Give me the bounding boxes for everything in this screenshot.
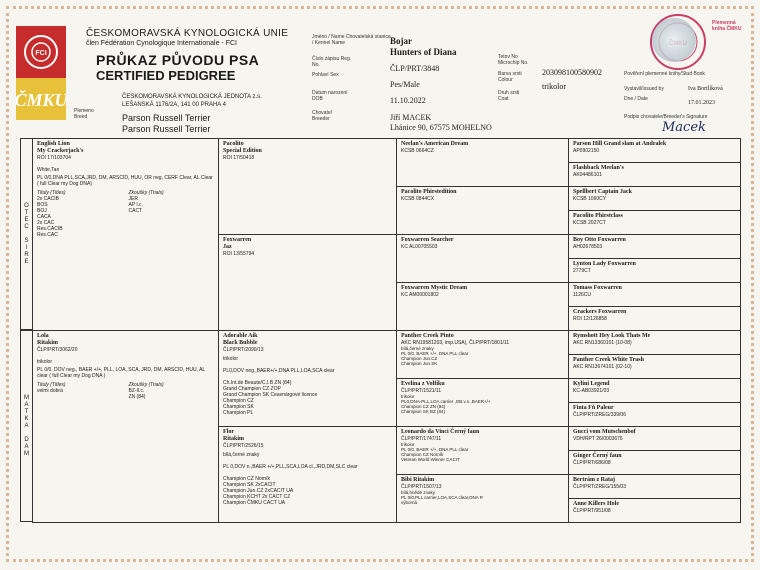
sex-value: Pes/Male xyxy=(390,80,420,89)
gen4-7: Crackers Foxwarren ROI 12/126858 xyxy=(569,307,741,331)
svg-text:ČMKU: ČMKU xyxy=(16,90,66,110)
stamp-text: Plemenná kniha ČMKU xyxy=(712,20,742,32)
microchip-value: 203098100580902 xyxy=(542,68,602,77)
gen1-sire: English Lion My Crackerjack's ROI 17/103704 White,Tan PL 0/0,DNA PLL,SCA,JRD, DM, ARSCID, HUU, OR neg, CERF Clear, AL Clear ( full Clear my Dog DNA) Tituly (Titles) 2x CACIB BOS BOJ CACA 2x CAC Res.CACIB Res.CAC Zkoušky (Trials) JER AP l.c. CACT xyxy=(33,139,219,331)
gen4-4: Boy Otto Foxwarren AH02678503 xyxy=(569,235,741,259)
gen2-foxwarren: Foxwarren Jaz ROI 13/55794 xyxy=(219,235,397,331)
issued-by: Iva Bortlíková xyxy=(688,86,723,92)
kennel-name: Hunters of Diana xyxy=(390,47,457,57)
gen4-8: Rymshott Hey Look Thats Me AKC RN13360101 (10-08) xyxy=(569,331,741,355)
gen2-adorable: Adorable Aik Black Bubble ČLP/PRT/2090/13 trikolor PL0,DOV neg.,BAER+/+,DNA PLL,LOA,SCA clear Ch.Int.de Beaute/C.I.B ZN (84) Grand Champion CZ ZOP Grand Champion SK Ceavnárgové licence Champion CZ Champion SK Champion PL xyxy=(219,331,397,427)
pedigree-table xyxy=(32,138,741,523)
gen1-dam: Lola Ritakim ČLP/PRT/3062/20 trikolor PL 0/0, DOV neg., BAER +/+, PLL, LOA, SCA, JRD, DM, ARSCID, HUU, AL clear ( full Clear my Dog DNA ) Tituly (Titles) velmi dobrá Zkoušky (Trials) BZ-Il.c. ZN (84) xyxy=(33,331,219,523)
breed-en: Parson Russell Terrier xyxy=(122,124,211,134)
issue-date: 17.01.2023 xyxy=(688,100,715,106)
gen4-11: Finta Fň Paleur ČLP/PRT/ZREG/339/06 xyxy=(569,403,741,427)
gen4-2: Spellbert Captain Jack KCSB 1060CY xyxy=(569,187,741,211)
gen4-5: Lynton Lady Foxwarren 2779CT xyxy=(569,259,741,283)
gen4-15: Anne Killers Hole ČLP/PRT/951/08 xyxy=(569,499,741,523)
gen2-flor: Flor Ritakim ČLP/PRT/2526/15 bílá,černé znaky PL 0,DOV n.,BAER +/+,PLL,SCA,LOA cl.,JRD,DM,SLC clear Champion CZ Norník Champion SK 2xCACIT Champion Jun.CZ 2xCACIT UA Champion KCHT 2x CACT CZ Champion ČMKU CACT UA xyxy=(219,427,397,523)
org-name: ČESKOMORAVSKÁ KYNOLOGICKÁ UNIE xyxy=(86,28,289,39)
gen4-10: Kylini Legend KC-AB03921/03 xyxy=(569,379,741,403)
gen4-1: Flashback Meelan's AK04486101 xyxy=(569,163,741,187)
cmku-logo xyxy=(16,26,66,120)
hologram xyxy=(652,18,696,62)
breed-label: Plemeno Breed xyxy=(74,108,94,120)
jednota: ČESKOMORAVSKÁ KYNOLOGICKÁ JEDNOTA z.s. xyxy=(122,94,262,100)
dob-value: 11.10.2022 xyxy=(390,96,426,105)
colour-value: trikolor xyxy=(542,82,566,91)
issued-label: Vystavil/Issued by xyxy=(624,86,664,92)
breeder-signature: Macek xyxy=(662,120,706,135)
breeder-address: Lhánice 90, 67575 MOHELNO xyxy=(390,123,492,132)
dog-name: Bojar xyxy=(390,36,412,46)
org-sub: člen Fédération Cynologique Internationale - FCI xyxy=(86,40,237,47)
breeder-label: Chovatel Breeder xyxy=(312,110,332,122)
title-en: CERTIFIED PEDIGREE xyxy=(96,68,236,83)
gen4-9: Panther Creek White Trash AKC RN13674101 (02-10) xyxy=(569,355,741,379)
gen4-0: Parson Hill Grand slam at Andralek AP0902150 xyxy=(569,139,741,163)
gen3-2: Foxwarren Searcher KC AL00705503 xyxy=(397,235,569,283)
sex-label: Pohlaví Sex xyxy=(312,72,339,78)
gen3-7: Bibi Ritakim ČLP/PRT/1507/13 bílá,hnědé znaky PL 0/0,PLL carrier,LOA,SCA clear,DNA P. výborná xyxy=(397,475,569,523)
sire-label: OTEC SIRE xyxy=(20,138,32,330)
reg-label: Číslo zápisu Reg. No. xyxy=(312,56,352,68)
gen3-0: Neelan's American Dream KCSB 0664CZ xyxy=(397,139,569,187)
gen4-6: Tomass Foxwarren 1126CU xyxy=(569,283,741,307)
gen4-14: Bertrám z Rataj ČLP/PRT/ZREG/155/03 xyxy=(569,475,741,499)
studbook-label: Pověření plemenné knihy/Stud Book xyxy=(624,71,705,77)
name-label: Jméno / Name Chovatelská stanice / Kennel Name xyxy=(312,34,391,46)
gen3-6: Leonardo da Vinci Černý faun ČLP/PRT/1747/11 trikolor PL 0/0, BAER +/+, DNA PLL clear Champion CZ Norník Veteran World Winner CACIT xyxy=(397,427,569,475)
gen3-4: Panther Creek Pinto AKC RN19581203, imp.USA), ČLP/PRT/1801/11 bílá,černé znaky PL 0/0, BAER +/+, DNA PLL clear Champion Jun.CZ Champion Jun.SK xyxy=(397,331,569,379)
tattoo-label: Tetov No Microchip No. xyxy=(498,54,529,66)
gen3-5: Evelína z Volfíku ČLP/PRT/1521/11 trikolor PL0,DNA-PLL,LOA carrier ,OB.v.n.,BAER+/+ Champion CZ ZN (84) Champion SK BZ (84) xyxy=(397,379,569,427)
colour-label: Barva srsti Colour xyxy=(498,71,522,83)
dob-label: Datum narození DOB xyxy=(312,90,348,102)
breed-cz: Parson Russell Terrier xyxy=(122,113,211,123)
jednota-address: LEŠANSKÁ 1176/2A, 141 00 PRAHA 4 xyxy=(122,102,226,108)
breeder-name: Jiří MACEK xyxy=(390,113,432,122)
reg-number: ČLP/PRT/3848 xyxy=(390,64,440,73)
gen3-1: Pacolito Phirstedition KCSB 0844CX xyxy=(397,187,569,235)
date-label: Dne / Date xyxy=(624,96,648,102)
gen4-13: Ginger Černý faun ČLP/PRT/686/08 xyxy=(569,451,741,475)
title-cz: PRŮKAZ PŮVODU PSA xyxy=(96,52,260,68)
coat-label: Druh srsti Coat xyxy=(498,90,520,102)
gen4-3: Pacolito Phirstclass KCSB 2027CT xyxy=(569,211,741,235)
dam-label: MATKA DAM xyxy=(20,330,32,522)
gen4-12: Gucci vom Mutschenbof VDH/RPT 26/0003676 xyxy=(569,427,741,451)
gen3-3: Foxwarren Mystic Dream KC AM00001802 xyxy=(397,283,569,331)
signature-label: Podpis chovatele/Breeder's Signature xyxy=(624,114,708,120)
gen2-pacolito: Pacolito Special Edition ROI 17/50418 xyxy=(219,139,397,235)
svg-text:FCI: FCI xyxy=(35,50,47,57)
